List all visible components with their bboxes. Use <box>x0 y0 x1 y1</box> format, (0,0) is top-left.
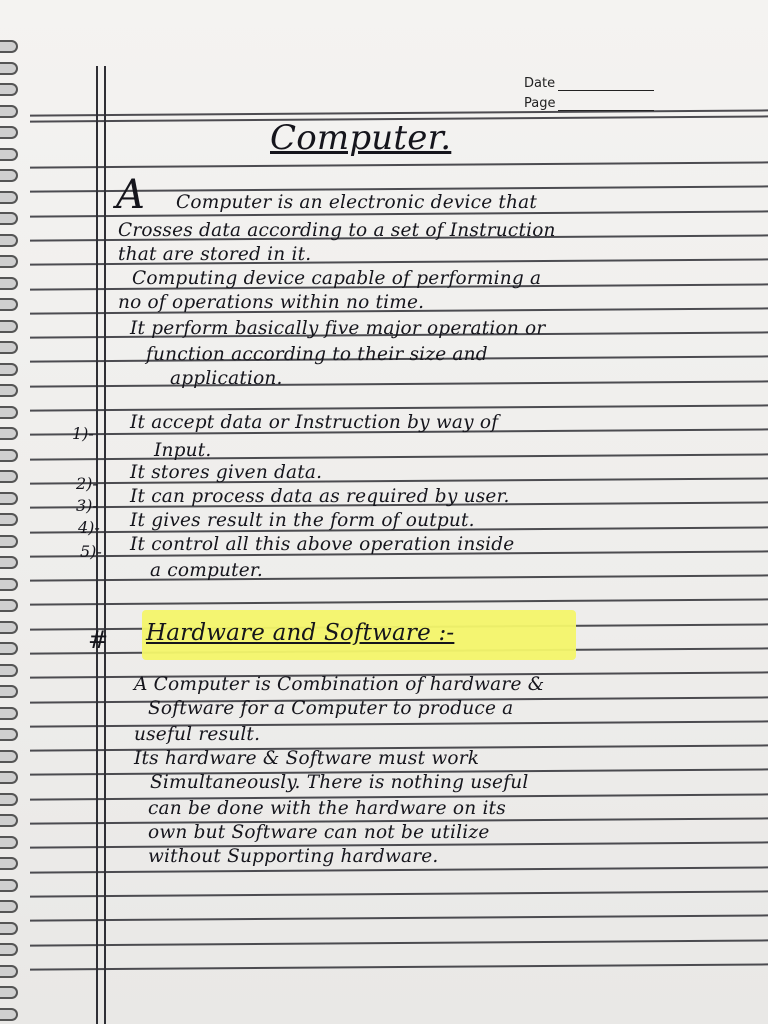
list-marker: 3)- <box>76 496 98 515</box>
spiral-ring <box>0 793 18 806</box>
list-item: Input. <box>154 440 212 461</box>
spiral-ring <box>0 148 18 161</box>
spiral-ring <box>0 191 18 204</box>
spiral-ring <box>0 965 18 978</box>
spiral-ring <box>0 513 18 526</box>
spiral-ring <box>0 277 18 290</box>
list-item: It stores given data. <box>130 462 323 483</box>
spiral-ring <box>0 492 18 505</box>
spiral-ring <box>0 642 18 655</box>
ruled-line <box>30 574 768 581</box>
list-marker: 1)- <box>72 424 94 443</box>
date-label: Date <box>524 76 556 91</box>
section-line: useful result. <box>134 724 261 745</box>
spiral-ring <box>0 750 18 763</box>
section-line: Its hardware & Software must work <box>134 748 480 769</box>
spiral-ring <box>0 406 18 419</box>
ruled-line <box>30 939 768 946</box>
page-label: Page <box>524 96 556 111</box>
spiral-ring <box>0 255 18 268</box>
spiral-ring <box>0 621 18 634</box>
margin-line-right <box>104 66 106 1024</box>
intro-line: no of operations within no time. <box>118 292 425 313</box>
spiral-ring <box>0 126 18 139</box>
section-line: A Computer is Combination of hardware & <box>134 674 545 695</box>
list-item: a computer. <box>150 560 263 581</box>
section-line: Simultaneously. There is nothing useful <box>150 772 529 793</box>
spiral-ring <box>0 857 18 870</box>
spiral-ring <box>0 986 18 999</box>
spiral-ring <box>0 685 18 698</box>
ruled-line <box>30 453 768 460</box>
section-marker: # <box>88 626 109 654</box>
intro-line: application. <box>170 368 283 389</box>
spiral-ring <box>0 212 18 225</box>
spiral-ring <box>0 664 18 677</box>
ruled-line <box>30 380 768 387</box>
intro-line: Crosses data according to a set of Instruction <box>118 220 556 241</box>
spiral-ring <box>0 384 18 397</box>
intro-line: Computer is an electronic device that <box>176 192 538 213</box>
spiral-ring <box>0 449 18 462</box>
spiral-ring <box>0 943 18 956</box>
spiral-ring <box>0 427 18 440</box>
ruled-line <box>30 404 768 411</box>
spiral-ring <box>0 599 18 612</box>
spiral-ring <box>0 40 18 53</box>
list-marker: 4)- <box>78 518 100 537</box>
ruled-line <box>30 914 768 921</box>
spiral-ring <box>0 900 18 913</box>
ruled-line <box>30 161 768 168</box>
spiral-ring <box>0 836 18 849</box>
spiral-ring <box>0 83 18 96</box>
ruled-line <box>30 890 768 897</box>
section-line: can be done with the hardware on its <box>148 798 506 819</box>
spiral-ring <box>0 105 18 118</box>
spiral-ring <box>0 535 18 548</box>
intro-line: that are stored in it. <box>118 244 312 265</box>
section-line: own but Software can not be utilize <box>148 822 490 843</box>
ruled-line <box>30 866 768 873</box>
spiral-ring <box>0 470 18 483</box>
spiral-ring <box>0 298 18 311</box>
spiral-ring <box>0 556 18 569</box>
list-marker: 5)- <box>80 542 102 561</box>
spiral-ring <box>0 363 18 376</box>
ruled-line <box>30 963 768 970</box>
spiral-ring <box>0 341 18 354</box>
spiral-ring <box>0 814 18 827</box>
spiral-ring <box>0 922 18 935</box>
list-item: It control all this above operation inside <box>130 534 515 555</box>
page-field <box>524 96 654 111</box>
intro-line: Computing device capable of performing a <box>132 268 542 289</box>
spiral-ring <box>0 234 18 247</box>
spiral-ring <box>0 707 18 720</box>
spiral-ring <box>0 62 18 75</box>
list-item: It accept data or Instruction by way of <box>130 412 499 433</box>
section-line: Software for a Computer to produce a <box>148 698 514 719</box>
section-heading: Hardware and Software :- <box>146 620 455 646</box>
page-title: Computer. <box>270 118 452 158</box>
intro-line: It perform basically five major operation or <box>130 318 546 339</box>
date-field <box>524 76 654 91</box>
section-line: without Supporting hardware. <box>148 846 439 867</box>
spiral-ring <box>0 728 18 741</box>
list-item: It can process data as required by user. <box>130 486 510 507</box>
spiral-ring <box>0 320 18 333</box>
spiral-ring <box>0 771 18 784</box>
list-marker: 2)- <box>76 474 98 493</box>
list-item: It gives result in the form of output. <box>130 510 475 531</box>
intro-initial: A <box>116 172 145 218</box>
spiral-ring <box>0 169 18 182</box>
spiral-ring <box>0 578 18 591</box>
ruled-line <box>30 598 768 605</box>
intro-line: function according to their size and <box>146 344 488 365</box>
spiral-ring <box>0 879 18 892</box>
spiral-binding <box>0 40 22 1024</box>
spiral-ring <box>0 1008 18 1021</box>
